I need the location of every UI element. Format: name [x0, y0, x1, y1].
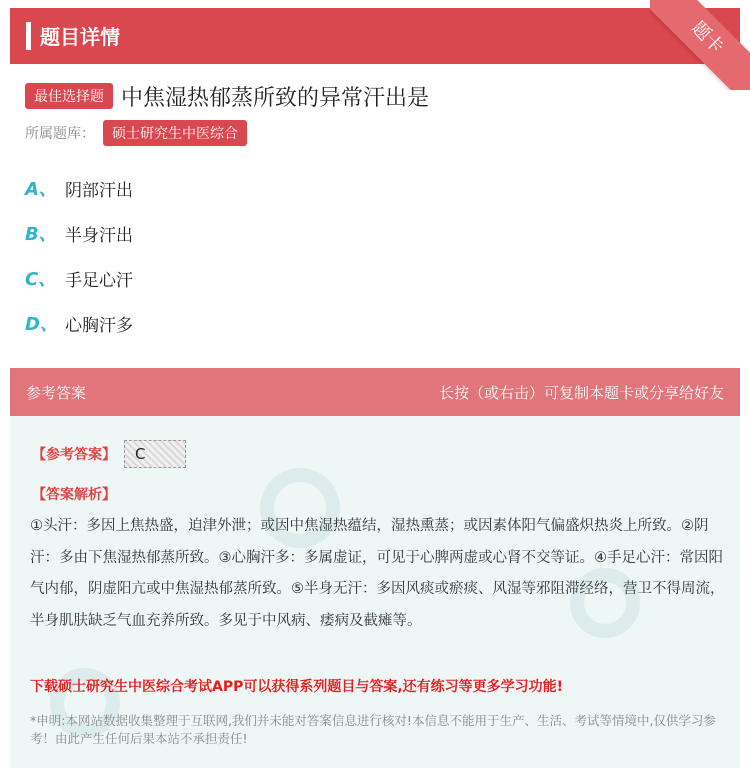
answer-header	[10, 368, 740, 416]
ribbon-label: 题卡	[650, 0, 750, 90]
option-a[interactable]	[25, 174, 133, 202]
header-bar	[10, 8, 740, 64]
question-title: 中焦湿热郁蒸所致的异常汗出是	[121, 85, 430, 111]
analysis-label: 【答案解析】	[32, 487, 116, 503]
option-letter: B、	[25, 224, 57, 245]
app-promo-link[interactable]: 下载硕士研究生中医综合考试APP可以获得系列题目与答案,还有练习等更多学习功能!	[30, 679, 564, 695]
bank-line	[25, 120, 247, 146]
answer-label: 【参考答案】	[32, 447, 116, 463]
option-letter: A、	[25, 179, 57, 200]
option-d[interactable]	[25, 309, 133, 337]
share-hint: 长按（或右击）可复制本题卡或分享给好友	[438, 384, 724, 402]
question-type-badge: 最佳选择题	[25, 83, 113, 109]
option-text: 心胸汗多	[65, 315, 133, 336]
answer-value: C	[124, 440, 186, 468]
option-text: 阴部汗出	[65, 180, 133, 201]
answer-header-title: 参考答案	[26, 384, 87, 402]
answer-panel	[10, 368, 740, 768]
header-accent-bar	[26, 22, 31, 50]
bank-tag[interactable]: 硕士研究生中医综合	[103, 120, 247, 146]
corner-ribbon	[650, 0, 750, 90]
option-letter: C、	[25, 269, 57, 290]
analysis-text: ①头汗：多因上焦热盛，迫津外泄；或因中焦湿热蕴结，湿热熏蒸；或因素体阳气偏盛炽热炎上所致。②阴汗：多由下焦湿热郁蒸所致。③心胸汗多：多属虚证，可见于心脾两虚或心肾不交等证。④手足心汗：常因阳气内郁，阴虚阳亢或中焦湿热郁蒸所致。⑤半身无汗：多因风痰或瘀痰、风湿等邪阻滞经络，营卫不得周流，半身肌肤缺乏气血充养所致。多见于中风病、痿病及截瘫等。	[30, 518, 725, 629]
answer-line	[32, 440, 186, 468]
option-text: 半身汗出	[65, 225, 133, 246]
disclaimer-text: *申明:本网站数据收集整理于互联网,我们并未能对答案信息进行核对!本信息不能用于生产、生活、考试等情境中,仅供学习参考！由此产生任何后果本站不承担责任!	[30, 713, 716, 746]
option-b[interactable]	[25, 219, 133, 247]
page-title: 题目详情	[40, 25, 120, 49]
option-c[interactable]	[25, 264, 133, 292]
option-text: 手足心汗	[65, 270, 133, 291]
question-line	[25, 80, 429, 112]
option-letter: D、	[25, 314, 58, 335]
bank-label: 所属题库：	[25, 126, 95, 142]
